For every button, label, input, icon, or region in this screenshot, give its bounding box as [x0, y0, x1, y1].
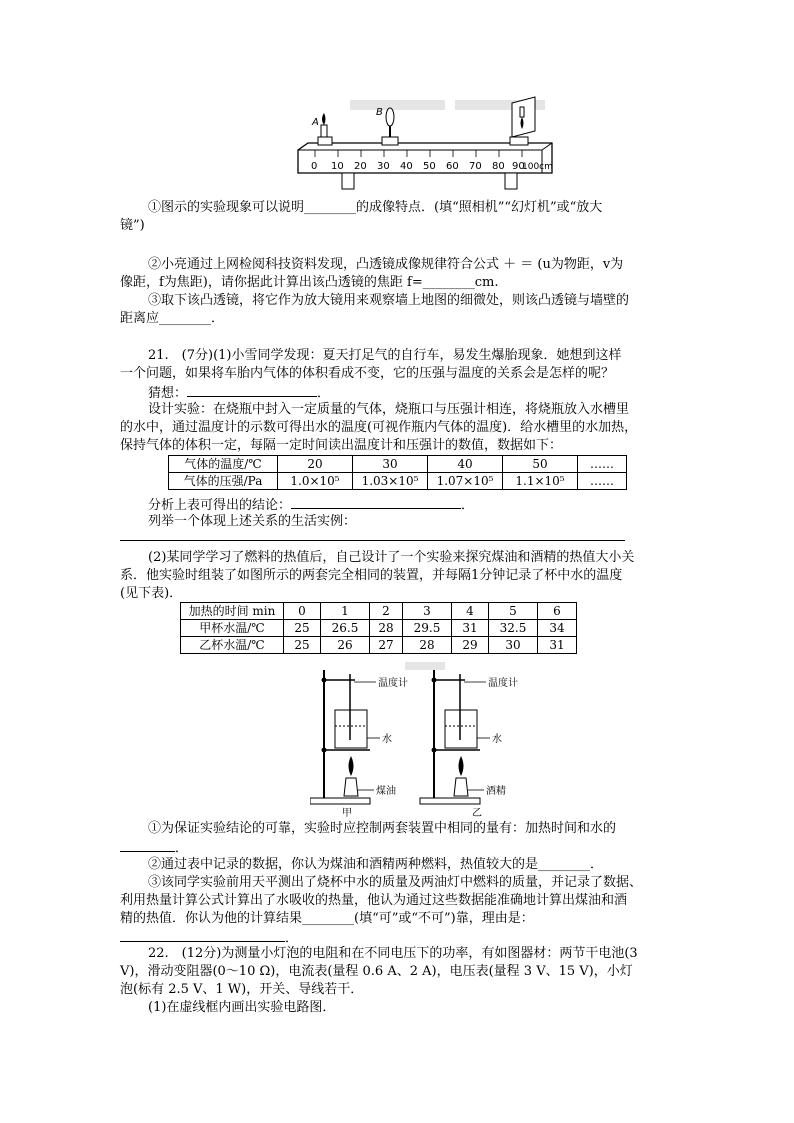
q21-part2-cont1: 系．他实验时组装了如图所示的两套完全相同的装置，并每隔1分钟记录了杯中水的温度	[120, 568, 623, 583]
thermometer-label-a: 温度计	[378, 678, 408, 689]
q21-sub1: ①为保证实验结论的可靠，实验时应控制两套装置中相同的量有：加热时间和水的	[148, 821, 617, 836]
optical-bench-figure	[290, 95, 560, 195]
water-label-b: 水	[492, 734, 502, 745]
table-cell: 5	[489, 603, 538, 620]
q20-part2-cont: 像距，f为焦距)，请你据此计算出该凸透镜的焦距 f=________cm.	[120, 275, 499, 290]
q21-design: 设计实验：在烧瓶中封入一定质量的气体，烧瓶口与压强计相连，将烧瓶放入水槽里	[148, 402, 630, 417]
tick-30: 30	[377, 161, 390, 172]
tick-0: 0	[311, 161, 318, 172]
table-row	[181, 637, 577, 654]
q21-part2: (2)某同学学习了燃料的热值后，自己设计了一个实验来探究煤油和酒精的热值大小关	[148, 550, 635, 565]
q20-part3: ③取下该凸透镜，将它作为放大镜用来观察墙上地图的细微处，则该凸透镜与墙壁的	[148, 293, 630, 308]
gas-pressure-table	[168, 455, 627, 490]
table-cell: 3	[403, 603, 452, 620]
table-cell: 30	[489, 637, 538, 654]
water-label-a: 水	[382, 734, 392, 745]
table-cell: 1.0×10⁵	[278, 473, 353, 490]
example-blank[interactable]	[120, 540, 625, 541]
table-cell: 气体的压强/Pa	[169, 473, 278, 490]
table-cell: 0	[284, 603, 321, 620]
tick-50: 50	[423, 161, 436, 172]
table-cell: 28	[403, 637, 452, 654]
q21-example: 列举一个体现上述关系的生活实例：	[148, 514, 357, 529]
table-row	[169, 456, 627, 473]
table-cell: 50	[503, 456, 578, 473]
table-cell: 29.5	[403, 620, 452, 637]
tick-80: 80	[492, 161, 505, 172]
q21-sub3: ③该同学实验前用天平测出了烧杯中水的质量及两油灯中燃料的质量，并记录了数据、	[148, 875, 643, 890]
table-cell: 2	[370, 603, 403, 620]
tick-70: 70	[469, 161, 482, 172]
q21-intro-cont: 一个问题，如果将车胎内气体的体积看成不变，它的压强与温度的关系会是怎样的呢？	[120, 366, 615, 381]
q21-sub3-cont1: 利用热量计算公式计算出了水吸收的热量，他认为通过这些数据能准确地计算出煤油和酒	[120, 893, 628, 908]
table-cell: ……	[578, 456, 627, 473]
kerosene-label: 煤油	[376, 786, 396, 797]
q21-sub1-cont: ．	[120, 838, 188, 858]
table-row	[169, 473, 627, 490]
table-cell: 31	[538, 637, 577, 654]
q21-design-cont2: 保持气体的体积一定，每隔一定时间读出温度计和压强计的数值，数据如下：	[120, 438, 563, 453]
table-cell: 加热的时间 min	[181, 603, 284, 620]
table-cell: 34	[538, 620, 577, 637]
q21-sub2: ②通过表中记录的数据，你认为煤油和酒精两种燃料，热值较大的是________．	[148, 857, 604, 872]
table-cell: 4	[452, 603, 489, 620]
figure-jia-label: 甲	[342, 808, 352, 818]
table-cell: 气体的温度/℃	[169, 456, 278, 473]
guess-blank[interactable]	[187, 383, 317, 397]
q21-sub3-reason: ．	[120, 928, 298, 948]
guess-label: 猜想：	[148, 386, 188, 401]
table-cell: 1.07×10⁵	[428, 473, 503, 490]
q21-sub3-cont2: 精的热值．你认为他的计算结果________(填“可”或“不可”)靠，理由是：	[120, 911, 534, 926]
table-cell: 1.1×10⁵	[503, 473, 578, 490]
q22-intro-cont1: V)，滑动变阻器(0～10 Ω)，电流表(量程 0.6 A、2 A)，电压表(量程 3 V、15 V)，小灯	[120, 964, 633, 979]
table-cell: 25	[284, 620, 321, 637]
q21-intro: 21. (7分)(1)小雪同学发现：夏天打足气的自行车，易发生爆胎现象．她想到这样	[148, 348, 622, 363]
q22-intro-cont2: 泡(标有 2.5 V、1 W)，开关、导线若干．	[120, 982, 364, 997]
table-cell: 31	[452, 620, 489, 637]
table-cell: 32.5	[489, 620, 538, 637]
table-cell: 6	[538, 603, 577, 620]
table-cell: 40	[428, 456, 503, 473]
q22-intro: 22. (12分)为测量小灯泡的电阻和在不同电压下的功率，有如图器材：两节干电池(3	[148, 946, 638, 961]
table-cell: 1.03×10⁵	[353, 473, 428, 490]
table-cell: 29	[452, 637, 489, 654]
lens-label-b: B	[376, 107, 383, 118]
controlled-variable-blank[interactable]	[120, 838, 175, 852]
water-temp-table	[180, 602, 577, 654]
figure-yi-label: 乙	[472, 808, 482, 818]
table-row	[181, 620, 577, 637]
tick-40: 40	[400, 161, 413, 172]
tick-100: 100cm	[522, 162, 553, 172]
conclusion-label: 分析上表可得出的结论：	[148, 498, 292, 513]
burner-apparatus-figure	[310, 660, 540, 818]
q20-part1: ①图示的实验现象可以说明________的成像特点．(填“照相机”“幻灯机”或“放大	[148, 200, 603, 215]
table-cell: 25	[284, 637, 321, 654]
table-row	[181, 603, 577, 620]
table-cell: 30	[353, 456, 428, 473]
q21-guess: 猜想： ．	[148, 383, 330, 403]
tick-90: 90	[512, 161, 525, 172]
tick-60: 60	[446, 161, 459, 172]
table-cell: 27	[370, 637, 403, 654]
table-cell: 26.5	[321, 620, 370, 637]
table-cell: 甲杯水温/℃	[181, 620, 284, 637]
table-cell: 20	[278, 456, 353, 473]
table-cell: 26	[321, 637, 370, 654]
table-cell: 1	[321, 603, 370, 620]
q21-design-cont1: 的水中，通过温度计的示数可得出水的温度(可视作瓶内气体的温度)．给水槽里的水加热，	[120, 420, 638, 435]
alcohol-label: 酒精	[486, 786, 506, 797]
reason-blank[interactable]	[120, 928, 285, 942]
q20-part1-cont: 镜”)	[120, 218, 145, 233]
q20-part3-cont: 距离应________．	[120, 311, 225, 326]
candle-label-a: A	[312, 117, 319, 128]
tick-10: 10	[331, 161, 344, 172]
q21-part2-cont2: (见下表)．	[120, 586, 183, 601]
table-cell: 乙杯水温/℃	[181, 637, 284, 654]
table-cell: 28	[370, 620, 403, 637]
conclusion-blank[interactable]	[291, 495, 461, 509]
q20-part2: ②小亮通过上网检阅科技资料发现，凸透镜成像规律符合公式 ＋ ＝ (u为物距，v为	[148, 257, 624, 272]
tick-20: 20	[354, 161, 367, 172]
q21-conclusion: 分析上表可得出的结论： ．	[148, 495, 474, 515]
thermometer-label-b: 温度计	[488, 678, 518, 689]
table-cell: ……	[578, 473, 627, 490]
q22-part1: (1)在虚线框内画出实验电路图．	[148, 1000, 336, 1015]
